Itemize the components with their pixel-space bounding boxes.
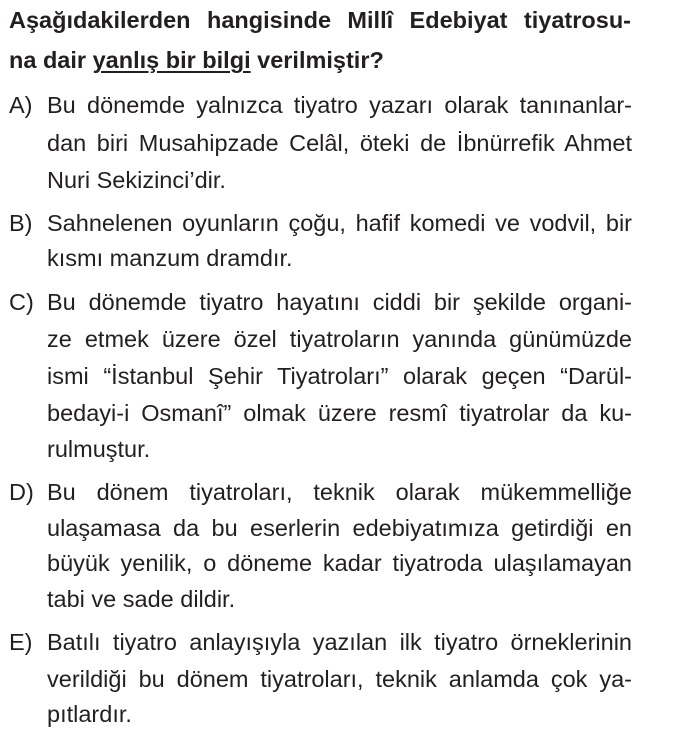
question-line-2 — [9, 45, 384, 75]
option-letter: B) — [9, 210, 33, 236]
option-text-line: ze etmek üzere özel tiyatroların yanında günümüzde — [47, 326, 632, 352]
option-letter: A) — [9, 92, 33, 118]
option-text-line: Sahnelenen oyunların çoğu, hafif komedi ve vodvil, bir — [47, 210, 632, 236]
option-text-line: Nuri Sekizinci’dir. — [47, 167, 226, 193]
option-text-line: ismi “İstanbul Şehir Tiyatroları” olarak geçen “Darül- — [47, 363, 632, 389]
option-text-line: Batılı tiyatro anlayışıyla yazılan ilk tiyatro örneklerinin — [47, 629, 632, 655]
option-text-line: tabi ve sade dildir. — [47, 586, 236, 612]
option-text-line: dan biri Musahipzade Celâl, öteki de İbnürrefik Ahmet — [47, 130, 632, 156]
option-text-line: Bu dönemde yalnızca tiyatro yazarı olarak tanınanlar- — [47, 92, 632, 118]
option-letter: E) — [9, 629, 33, 655]
option-letter: C) — [9, 289, 34, 315]
option-text-line: verildiği bu dönem tiyatroları, teknik anlamda çok ya- — [47, 666, 632, 692]
option-letter: D) — [9, 479, 34, 505]
question-text: na dair — [9, 47, 93, 73]
option-text-line: ulaşamasa da bu eserlerin edebiyatımıza getirdiği en — [47, 515, 632, 541]
option-text-line: bedayi-i Osmanî” olmak üzere resmî tiyatrolar da ku- — [47, 400, 632, 426]
underlined-phrase: yanlış bir bilgi — [92, 47, 251, 73]
option-text-line: rulmuştur. — [47, 436, 151, 462]
option-text-line: büyük yenilik, o döneme kadar tiyatroda ulaşılamayan — [47, 550, 632, 576]
option-text-line: Bu dönem tiyatroları, teknik olarak mükemmelliğe — [47, 479, 632, 505]
option-text-line: pıtlardır. — [47, 701, 132, 727]
question-line-1: Aşağıdakilerden hangisinde Millî Edebiyat tiyatrosu- — [9, 7, 631, 33]
option-text-line: kısmı manzum dramdır. — [47, 245, 293, 271]
question-text-end: verilmiştir? — [250, 47, 384, 73]
option-text-line: Bu dönemde tiyatro hayatını ciddi bir şekilde organi- — [47, 289, 632, 315]
